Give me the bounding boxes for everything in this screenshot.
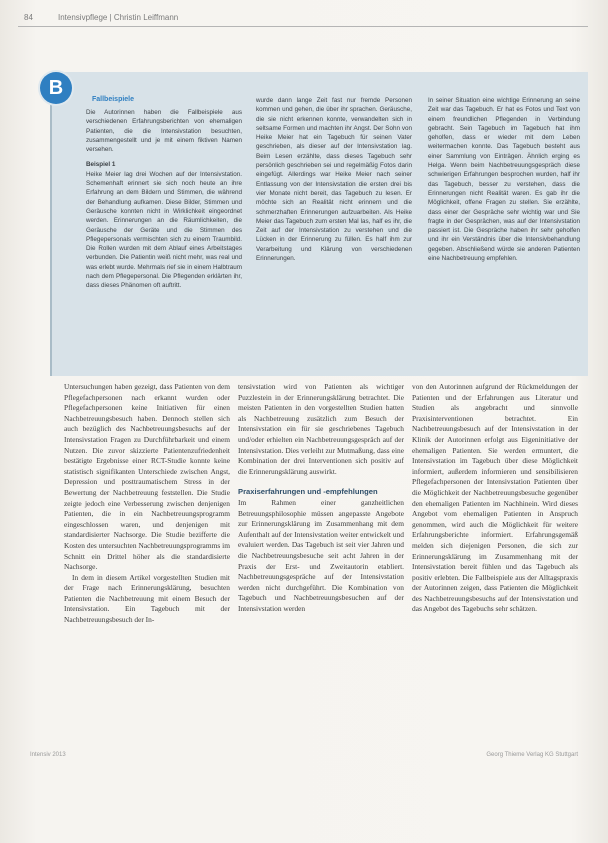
running-title: Intensivpflege | Christin Leiffmann	[58, 13, 179, 22]
body-paragraph: Im Rahmen einer ganzheitlichen Betreuungsphilosophie müssen angepasste Angebote zur Erinnerungsklärung im Zusammenhang mit dem Aufenthalt auf der Intensivstation weiter entwickelt und evaluiert werden. Das Tagebuch ist seit vier Jahren und die Nachbetreuungsbesuche seit acht Jahren in der Praxis der Erst- und Zweitautorin etabliert. Nachbetreuungsgespräche auf der Intensivstation werden nicht durchgeführt. Die Kombination von Tagebuch und Nachbetreuungsbesuchen auf der Intensivstation werden	[238, 497, 404, 613]
box-intro: Die Autorinnen haben die Fallbeispiele aus verschiedenen Erfahrungsberichten von ehemaligen Patienten, die die Intensivstation besuchten, zusammengestellt und je mit einem fiktiven Namen versehen.	[86, 109, 242, 154]
page-footer	[30, 752, 578, 762]
box-text-1: Heike Meier lag drei Wochen auf der Intensivstation. Schemenhaft erinnert sie sich noch heute an ihre Erfahrung an dem Bildern und Stimmen, die während der Behandlung aufkamen. Diese Bilder, Stimmen und Geräusche konnten nicht in Wirklichkeit eingeordnet werden. Erinnerungen an die Räumlichkeiten, die Geräusche der Geräte und die Stimmen des Pflegepersonals vermischten sich zu einem Traumbild. Die Rollen wurden mit dem Ablauf eines Arbeitstages verbunden. Die Patientin weiß nicht mehr, was real und was erlebt wurde. Mehrmals rief sie in einem Halbtraum nach dem Pflegepersonal. Die Pflegenden erklärten ihr, dass dieses Phänomen oft auftritt.	[86, 170, 242, 290]
body-column-3	[412, 382, 578, 615]
box-badge: B	[40, 72, 72, 104]
box-title: Fallbeispiele	[92, 96, 135, 103]
running-header	[18, 10, 588, 26]
body-column-2	[238, 382, 404, 614]
box-column-2	[256, 96, 412, 263]
body-paragraph: tensivstation wird von Patienten als wichtiger Puzzlestein in der Erinnerungsklärung betrachtet. Die meisten Patienten in den vorgestellten Studien hatten als Nachbetreuung zusätzlich zum Besuch der Intensivstation ein für sie geschriebenes Tagebuch und/oder erhielten ein Nachbetreuungsgespräch auf der Intensivstation. Dies verleiht zur Mutmaßung, dass eine Kombination der drei Interventionen sich positiv auf die Erinnerungsklärung auswirkt.	[238, 382, 404, 476]
footer-left: Intensiv 2013	[30, 752, 66, 758]
body-paragraph: von den Autorinnen aufgrund der Rückmeldungen der Patienten und der Erfahrungen aus Literatur und Studien als angebracht und sinnvolle Praxisinterventionen betrachtet. Ein Nachbetreuungsbesuch auf der Intensivstation in der Klinik der Autorinnen erfolgt aus Eigeninitiative der ehemaligen Patienten. Sie werden ermuntert, die Intensivstation im Tagebuch über diese Möglichkeit informiert, außerdem informieren und sensibilisieren Pflegefachpersonen der Intensivstation Patienten über die Möglichkeit der Nachbetreuungsbesuche gegenüber den ehemaligen Patienten im Nachhinein. Wird dieses Angebot vom ehemaligen Patienten in Anspruch genommen, wird auch die Möglichkeit für weitere Erfahrungsberichte informiert. Erfahrungsgemäß melden sich diejenigen Personen, die sich zur Erinnerungsklärung im Zusammenhang mit der Intensivstation bereit fühlen und das Tagebuch als positiv erlebten. Die Fallbeispiele aus der Alltagspraxis der Autorinnen zeigen, dass Patienten die Möglichkeit des Nachbetreuungsbesuchs auf der Intensivstation und das Angebot des Tagebuchs sehr schätzen.	[412, 382, 578, 614]
footer-right: Georg Thieme Verlag KG Stuttgart	[486, 752, 578, 758]
header-rule	[18, 26, 588, 27]
box-column-1	[86, 108, 242, 291]
section-heading: Praxiserfahrungen und -empfehlungen	[238, 487, 378, 497]
box-text-2: wurde dann lange Zeit fast nur fremde Personen kommen und gehen, die über ihr sprachen. Geräusche, die sie nicht erkennen konnte, verwandelten sich in seltsame Formen und machten ihr Angst. Der Sohn von Heike Meier hat ein Tagebuch für seinen Vater geschrieben, als dieser auf der Intensivstation lag. Beim Lesen erzählte, dass dieses Tagebuch sehr persönlich geschrieben sei und regelmäßig Fotos darin eingefügt. Allerdings war Heike Meier nach seiner Entlassung von der Intensivstation die ersten drei bis vier Monate nicht bereit, das Tagebuch zu lesen. Er möchte sich an Realität nicht erinnern und die schmerzhaften Erinnerungen aufzuarbeiten. Als Heike Meier das Tagebuch zum ersten Mal las, half es ihr, die Zeit auf der Intensivstation zu verstehen und die Lücken in der Erinnerung zu füllen. Es half ihm zur Verarbeitung und Klärung von verschiedenen Erinnerungen.	[256, 97, 412, 263]
page-number: 84	[24, 13, 33, 22]
body-paragraph: Untersuchungen haben gezeigt, dass Patienten von dem Pflegefachpersonen nach erkannt wurden oder Pflegefachpersonen keine Initiativen für einen Nachbetreuungsbesuch haben. Dennoch stellen sich auch bezüglich des Nachbetreuungsbesuchs auf der Intensivstation Fragen zu Durchführbarkeit und einem Nutzen. Die zuvor skizzierte Patientenzufriedenheit bestätigte Ergebnisse einer RCT-Studie konnte keine statistisch signifikanten Unterschiede zwischen Angst, Depression und posttraumatischem Stress in der Bewertung der Nachbetreuung feststellen. Die Studie zeigte jedoch eine Verbesserung zwischen denjenigen Patienten, die in ein Nachbetreuungsprogramm eingeschlossen waren, und denjenigen mit standardisierter Nachsorge. Die Studie bezifferte die Kosten des untersuchten Nachbetreuungsprogramms im Schnitt ein Drittel höher als die standardisierte Nachsorge.	[64, 382, 230, 572]
body-column-1	[64, 382, 230, 626]
example-subhead: Beispiel 1	[86, 161, 116, 169]
box-column-3	[428, 96, 580, 263]
body-paragraph: In dem in diesem Artikel vorgestellten Studien mit der Frage nach Erinnerungsklärung, besuchten Patienten die Nachbetreuung mit einem Besuch der Intensivstation. Ein Tagebuch mit der Nachbetreuungsbesuch der In-	[64, 572, 230, 625]
box-text-3: In seiner Situation eine wichtige Erinnerung an seine Zeit war das Tagebuch. Er hat es Fotos und Text von einem freundlichen Pflegenden in Verbindung gebracht. Sein Tagebuch im Tagebuch hat ihm geholfen, dass er wieder mit dem Leben weitermachen konnte. Das Tagebuch besteht aus einer Sammlung von Einträgen. Ähnlich erging es Helga. Wenn beim Nachbetreuungsgespräch diese schwierigen Erfahrungen besprochen wurden, half ihr das Tagebuch, besser zu verstehen, dass die Erinnerungen nicht Realität waren. Es gab ihr die Möglichkeit, offene Fragen zu stellen. Sie erzählte, dass einer der Gespräche sehr wichtig war und Sie fragte in der Gesprächen, was auf der Intensivstation passiert ist. Die Gespräche haben ihr sehr geholfen und ihr ein Verständnis über die Intensivbehandlung gegeben. Abschließend würde sie anderen Patienten eine Nachbetreuung empfehlen.	[428, 97, 580, 263]
